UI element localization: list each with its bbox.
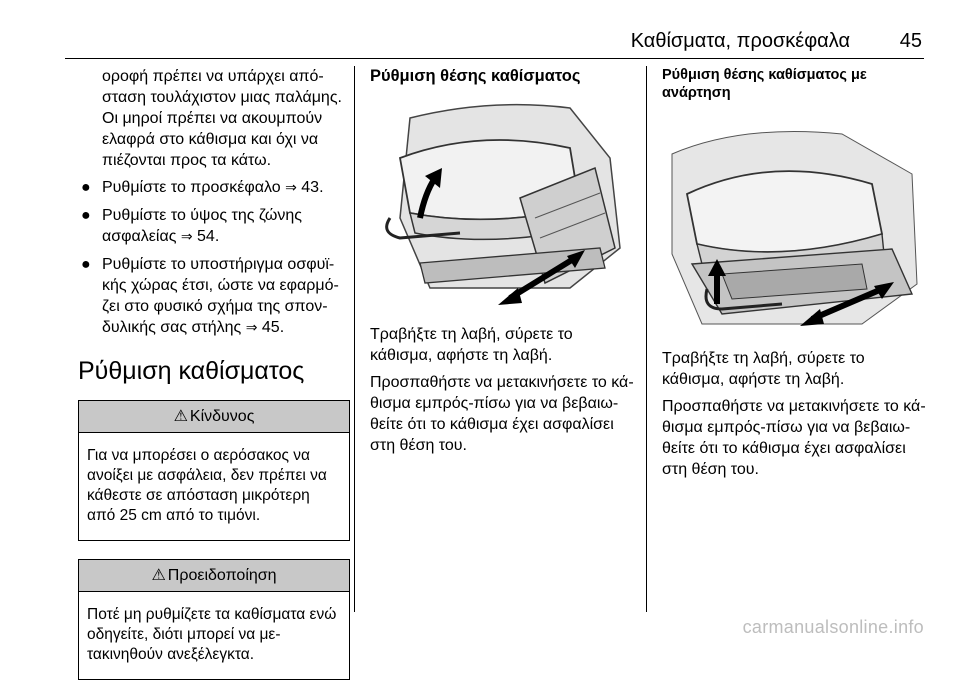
section-heading: Ρύθμιση καθίσματος — [78, 357, 305, 385]
seat-illustration-icon — [662, 114, 927, 336]
watermark: carmanualsonline.info — [742, 617, 924, 637]
arrow-right-icon: ⇒ — [285, 179, 297, 195]
list-item — [78, 254, 350, 338]
instruction-paragraph: Τραβήξτε τη λαβή, σύρετε το κάθισμα, αφήστε τη λαβή. — [662, 350, 865, 388]
bullet-icon: ● — [81, 256, 91, 273]
warning-triangle-icon: ⚠ — [151, 567, 166, 584]
header-rule — [65, 58, 924, 59]
column-3 — [662, 66, 927, 486]
seat-illustration-icon — [370, 98, 635, 312]
page-number: 45 — [899, 30, 922, 52]
column-divider-1 — [354, 66, 355, 612]
instruction-paragraph: Προσπαθήστε να μετακινήσετε το κάθισμα εμπρός-πίσω για να βεβαιωθείτε ότι το κάθισμα έχει ασφαλίσει στη θέση του. — [370, 374, 634, 454]
warning-triangle-icon: ⚠ — [173, 408, 188, 425]
subsection-heading: Ρύθμιση θέσης καθίσματος — [370, 67, 581, 85]
page-reference[interactable]: 54. — [197, 228, 220, 245]
column-1 — [78, 66, 350, 698]
list-item-text: Ρυθμίστε το υποστήριγμα οσφυϊκής χώρας έτσι, ώστε να εφαρμόζει στο φυσικό σχήμα της σπονδυλικής σας στήλης — [102, 256, 339, 336]
instruction-paragraph: Προσπαθήστε να μετακινήσετε το κάθισμα εμπρός-πίσω για να βεβαιωθείτε ότι το κάθισμα έχει ασφαλίσει στη θέση του. — [662, 398, 926, 478]
continued-paragraph: οροφή πρέπει να υπάρχει απόσταση τουλάχιστον μιας παλάμης. Οι μηροί πρέπει να ακουμπούν ελαφρά στο κάθισμα και όχι να πιέζονται προς τα κάτω. — [102, 68, 342, 169]
arrow-right-icon: ⇒ — [245, 319, 258, 335]
column-2 — [370, 66, 635, 462]
danger-box-header — [79, 401, 349, 433]
page-reference[interactable]: 45. — [261, 319, 285, 336]
suspension-seat-illustration — [662, 114, 927, 336]
bullet-list — [78, 177, 350, 338]
bullet-icon: ● — [81, 207, 91, 224]
warning-body: Ποτέ μη ρυθμίζετε τα καθίσματα ενώ οδηγείτε, διότι μπορεί να μετακινηθούν ανεξέλεγκτα. — [87, 606, 337, 663]
list-item — [78, 205, 350, 247]
warning-box-header — [79, 560, 349, 592]
arrow-right-icon: ⇒ — [180, 228, 193, 244]
warning-box — [78, 559, 350, 680]
list-item-text: Ρυθμίστε το προσκέφαλο — [102, 179, 286, 196]
list-item — [78, 177, 350, 198]
danger-box — [78, 400, 350, 541]
column-divider-2 — [646, 66, 647, 612]
list-item-text: Ρυθμίστε το ύψος της ζώνης ασφαλείας — [102, 207, 302, 245]
danger-title: Κίνδυνος — [189, 408, 255, 425]
seat-adjustment-illustration — [370, 98, 635, 312]
header-title: Καθίσματα, προσκέφαλα — [630, 30, 850, 52]
warning-title: Προειδοποίηση — [167, 567, 277, 584]
subsection-heading: Ρύθμιση θέσης καθίσματος με ανάρτηση — [662, 67, 867, 101]
instruction-paragraph: Τραβήξτε τη λαβή, σύρετε το κάθισμα, αφήστε τη λαβή. — [370, 326, 573, 364]
bullet-icon: ● — [81, 179, 91, 196]
danger-body: Για να μπορέσει ο αερόσακος να ανοίξει με ασφάλεια, δεν πρέπει να κάθεστε σε απόσταση μικρότερη από 25 cm από το τιμόνι. — [87, 447, 327, 524]
page-reference[interactable]: 43. — [301, 179, 324, 196]
page-header — [0, 28, 960, 58]
